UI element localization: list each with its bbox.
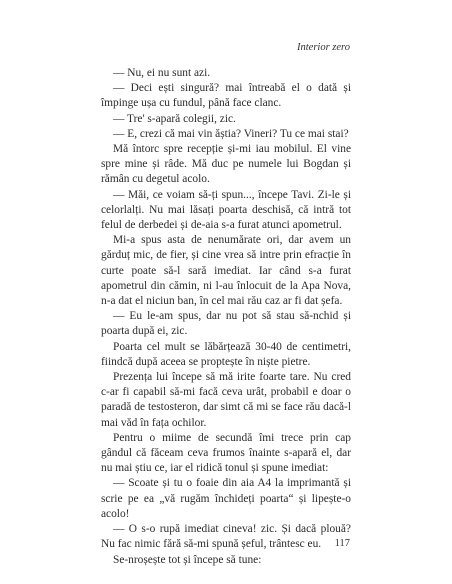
paragraph: — Măi, ce voiam să-ți spun..., începe Tavi. Zi-le și celorlalți. Nu mai lăsați poarta deschisă, că intră tot felul de derbedei și de-aia s-a furat atunci apometrul. [101,188,351,232]
page-number: 117 [334,538,350,549]
paragraph: — Eu le-am spus, dar nu pot să stau să-nchid și poarta după ei, zic. [101,310,351,338]
paragraph: — Nu, ei nu sunt azi. [113,67,211,79]
paragraph: Se-nroșește tot și începe să tune: [113,553,262,566]
paragraph: Mă întorc spre recepție și-mi iau mobilul. El vine spre mine și râde. Mă duc pe numele lui Bogdan și rămân cu degetul acolo. [101,143,351,186]
paragraph: — Deci ești singură? mai întreabă el o dată și împinge ușa cu fundul, până face clanc. [101,82,351,110]
body-text [101,66,351,568]
paragraph: — E, crezi că mai vin ăștia? Vineri? Tu ce mai stai? [113,127,349,140]
paragraph: Mi-a spus asta de nenumărate ori, dar avem un gărduț mic, de fier, și cine vrea să intre prin efracție în curte poate să-l sară imediat. Iar când s-a furat apometrul din cămin, ni l-au înlocuit de la Apa Nova, n-a dat el niciun ban, în cel mai rău caz ar fi dat șefa. [101,234,351,308]
paragraph: Poarta cel mult se lăbărțează 30-40 de centimetri, fiindcă după aceea se proptește în niște pietre. [101,340,351,368]
paragraph: — Scoate și tu o foaie din aia A4 la imprimantă și scrie pe ea „vă rugăm închideți poarta“ și lipește-o acolo! [101,477,351,520]
paragraph: — O s-o rupă imediat cineva! zic. Și dacă plouă? Nu fac nimic fără să-mi spună șeful, trântesc eu. [101,523,351,551]
paragraph: Pentru o miime de secundă îmi trece prin cap gândul că făceam ceva frumos înainte s-apară el, dar nu mai știu ce, iar el ridică tonul și spune imediat: [101,431,351,475]
paragraph: Prezența lui începe să mă irite foarte tare. Nu cred c-ar fi capabil să-mi facă ceva urât, probabil e doar o paradă de testosteron, dar simt că mi se face rău dacă-l mai văd în fața ochilor. [101,371,351,429]
paragraph: — Tre' s-apară colegii, zic. [113,112,236,125]
running-header: Interior zero [297,42,350,53]
